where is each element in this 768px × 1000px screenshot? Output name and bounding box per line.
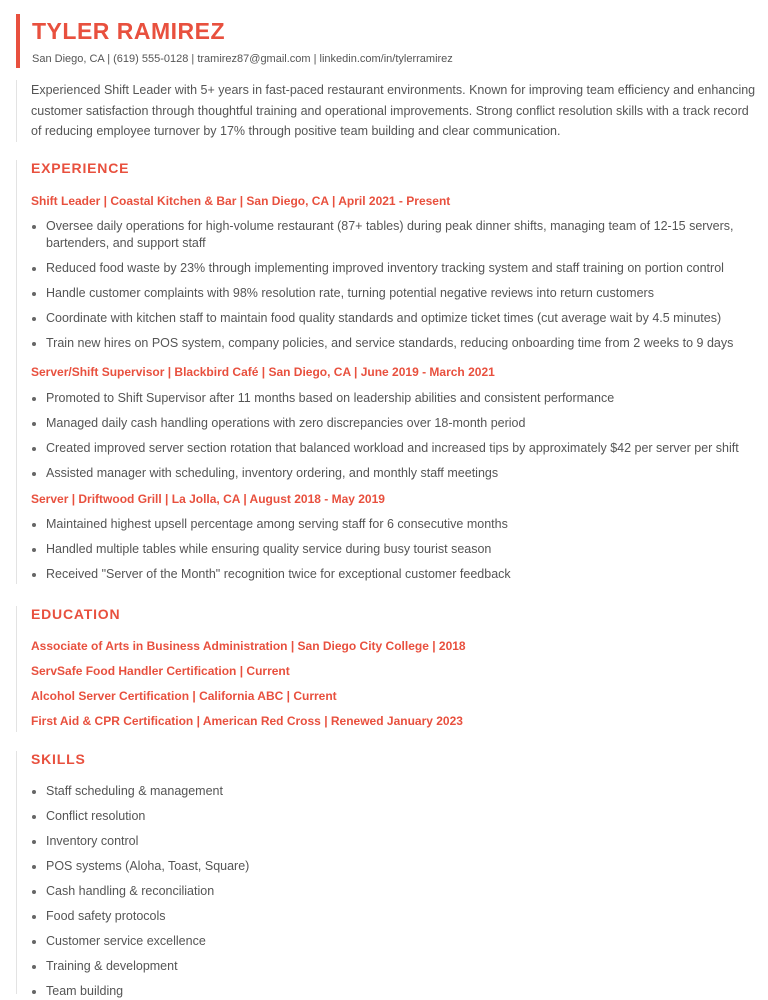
list-item: Training & development	[31, 958, 743, 975]
job-bullets	[31, 390, 743, 482]
list-item: Handle customer complaints with 98% resolution rate, turning potential negative reviews into return customers	[31, 285, 743, 302]
list-item: Customer service excellence	[31, 933, 743, 950]
skills-section	[16, 751, 757, 998]
job-bullets	[31, 218, 743, 352]
education-item: Alcohol Server Certification | California ABC | Current	[31, 689, 337, 703]
list-item: Inventory control	[31, 833, 743, 850]
professional-summary: Experienced Shift Leader with 5+ years in fast-paced restaurant environments. Known for improving team efficiency and enhancing customer satisfaction through thoughtful training and operational improvements. Strong conflict resolution skills with a track record of reducing employee turnover by 17% through positive team building and clear communication.	[16, 80, 757, 142]
list-item: Oversee daily operations for high-volume restaurant (87+ tables) during peak dinner shifts, managing team of 12-15 servers, bartenders, and support staff	[31, 218, 743, 260]
resume-header	[16, 14, 740, 68]
list-item: Team building	[31, 983, 743, 1000]
list-item: Coordinate with kitchen staff to maintain food quality standards and optimize ticket times (cut average wait by 4.5 minutes)	[31, 310, 743, 327]
list-item: Reduced food waste by 23% through implementing improved inventory tracking system and staff training on portion control	[31, 260, 743, 277]
list-item: Food safety protocols	[31, 908, 743, 925]
skills-list	[31, 783, 743, 1000]
list-item: Cash handling & reconciliation	[31, 883, 743, 900]
education-item: ServSafe Food Handler Certification | Current	[31, 664, 290, 678]
skills-heading: SKILLS	[31, 751, 86, 767]
list-item: Train new hires on POS system, company policies, and service standards, reducing onboarding time from 2 weeks to 9 days	[31, 335, 743, 352]
list-item: Staff scheduling & management	[31, 783, 743, 800]
job-bullets	[31, 516, 743, 583]
education-item: Associate of Arts in Business Administration | San Diego City College | 2018	[31, 639, 466, 653]
list-item: Promoted to Shift Supervisor after 11 months based on leadership abilities and consistent performance	[31, 390, 743, 407]
experience-section	[16, 160, 757, 584]
list-item: Maintained highest upsell percentage among serving staff for 6 consecutive months	[31, 516, 743, 533]
list-item: Created improved server section rotation that balanced workload and increased tips by approximately $42 per server per shift	[31, 440, 743, 457]
list-item: Managed daily cash handling operations with zero discrepancies over 18-month period	[31, 415, 743, 432]
job-title: Server/Shift Supervisor | Blackbird Café | San Diego, CA | June 2019 - March 2021	[31, 365, 495, 379]
list-item: POS systems (Aloha, Toast, Square)	[31, 858, 743, 875]
contact-info: San Diego, CA | (619) 555-0128 | tramirez87@gmail.com | linkedin.com/in/tylerramirez	[32, 53, 453, 65]
education-heading: EDUCATION	[31, 606, 121, 622]
list-item: Received "Server of the Month" recognition twice for exceptional customer feedback	[31, 566, 743, 583]
candidate-name: TYLER RAMIREZ	[32, 18, 226, 44]
education-item: First Aid & CPR Certification | American Red Cross | Renewed January 2023	[31, 714, 463, 728]
list-item: Handled multiple tables while ensuring quality service during busy tourist season	[31, 541, 743, 558]
list-item: Assisted manager with scheduling, inventory ordering, and monthly staff meetings	[31, 465, 743, 482]
list-item: Conflict resolution	[31, 808, 743, 825]
job-title: Shift Leader | Coastal Kitchen & Bar | San Diego, CA | April 2021 - Present	[31, 194, 451, 208]
experience-heading: EXPERIENCE	[31, 160, 130, 176]
education-section	[16, 606, 757, 732]
job-title: Server | Driftwood Grill | La Jolla, CA | August 2018 - May 2019	[31, 492, 385, 506]
